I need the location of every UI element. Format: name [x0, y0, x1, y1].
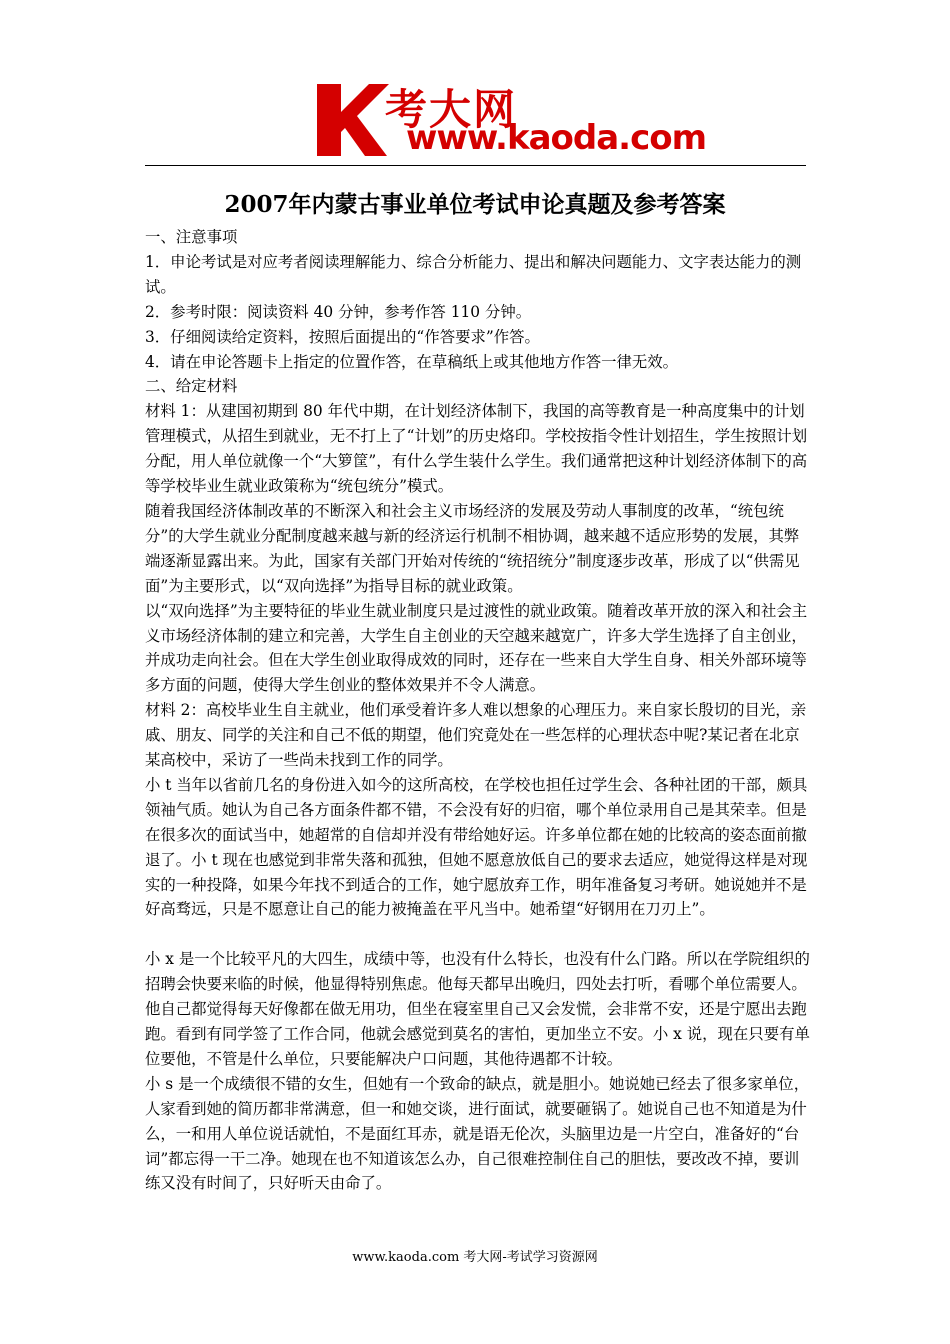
- paragraph: 小 s 是一个成绩很不错的女生，但她有一个致命的缺点，就是胆小。她说她已经去了很多家单位，人家看到她的简历都非常满意，但一和她交谈，进行面试，就要砸锅了。她说自己也不知道是为什么，一和用人单位说话就怕，不是面红耳赤，就是语无伦次，头脑里边是一片空白，准备好的“台词”都忘得一干二净。她现在也不知道该怎么办，自己很难控制住自己的胆怯，要改改不掉，要训练又没有时间了，只好听天由命了。: [145, 1074, 810, 1193]
- paragraph: 1．申论考试是对应考者阅读理解能力、综合分析能力、提出和解决问题能力、文字表达能力的测试。: [145, 252, 802, 296]
- paragraph: 3．仔细阅读给定资料，按照后面提出的“作答要求”作答。: [145, 327, 540, 346]
- paragraph: 材料 1：从建国初期到 80 年代中期，在计划经济体制下，我国的高等教育是一种高度集中的计划管理模式，从招生到就业，无不打上了“计划”的历史烙印。学校按指令性计划招生，学生按照计划分配，用人单位就像一个“大箩筐”，有什么学生装什么学生。我们通常把这种计划经济体制下的高等学校毕业生就业政策称为“统包统分”模式。: [145, 402, 808, 496]
- paragraph: 以“双向选择”为主要特征的毕业生就业制度只是过渡性的就业政策。随着改革开放的深入和社会主义市场经济体制的建立和完善，大学生自主创业的天空越来越宽广，许多大学生选择了自主创业，并成功走向社会。但在大学生创业取得成效的同时，还存在一些来自大学生自身、相关外部环境等多方面的问题，使得大学生创业的整体效果并不令人满意。: [145, 601, 808, 695]
- paragraph: 二、给定材料: [145, 377, 238, 396]
- blank-line: [145, 922, 813, 947]
- paragraph: 随着我国经济体制改革的不断深入和社会主义市场经济的发展及劳动人事制度的改革，“统包统分”的大学生就业分配制度越来越与新的经济运行机制不相协调，越来越不适应形势的发展，其弊端逐渐显露出来。为此，国家有关部门开始对传统的“统招统分”制度逐步改革，形成了以“供需见面”为主要形式，以“双向选择”为指导目标的就业政策。: [145, 501, 800, 595]
- paragraph: 小 t 当年以省前几名的身份进入如今的这所高校，在学校也担任过学生会、各种社团的干部，颇具领袖气质。她认为自己各方面条件都不错，不会没有好的归宿，哪个单位录用自己是其荣幸。但是在很多次的面试当中，她超常的自信却并没有带给她好运。许多单位都在她的比较高的姿态面前撤退了。小 t 现在也感觉到非常失落和孤独，但她不愿意放低自己的要求去适应，她觉得这样是对现实的一种投降，如果今年找不到适合的工作，她宁愿放弃工作，明年准备复习考研。她说她并不是好高骛远，只是不愿意让自己的能力被掩盖在平凡当中。她希望“好钢用在刀刃上”。: [145, 775, 808, 919]
- page-footer: www.kaoda.com 考大网-考试学习资源网: [352, 1250, 598, 1265]
- header-divider: [145, 165, 806, 166]
- paragraph: 2．参考时限：阅读资料 40 分钟，参考作答 110 分钟。: [145, 302, 532, 321]
- document-body: [145, 225, 813, 1196]
- paragraph: 4．请在申论答题卡上指定的位置作答，在草稿纸上或其他地方作答一律无效。: [145, 352, 679, 371]
- logo-url: www.kaoda.com: [406, 118, 707, 158]
- logo-brand-cn: 考大网: [385, 85, 518, 134]
- paragraph: 一、注意事项: [145, 228, 238, 246]
- paragraph: 小 x 是一个比较平凡的大四生，成绩中等，也没有什么特长，也没有什么门路。所以在学院组织的招聘会快要来临的时候，他显得特别焦虑。他每天都早出晚归，四处去打听，看哪个单位需要人。他自己都觉得每天好像都在做无用功，但坐在寝室里自己又会发慌，会非常不安，还是宁愿出去跑跑。看到有同学签了工作合同，他就会感觉到莫名的害怕，更加坐立不安。小 x 说，现在只要有单位要他，不管是什么单位，只要能解决户口问题，其他待遇都不计较。: [145, 950, 810, 1068]
- document-title: 2007年内蒙古事业单位考试申论真题及参考答案: [224, 191, 726, 218]
- paragraph: 材料 2：高校毕业生自主就业，他们承受着许多人难以想象的心理压力。来自家长殷切的目光，亲戚、朋友、同学的关注和自己不低的期望，他们究竟处在一些怎样的心理状态中呢?某记者在北京某高校中，采访了一些尚未找到工作的同学。: [145, 701, 807, 770]
